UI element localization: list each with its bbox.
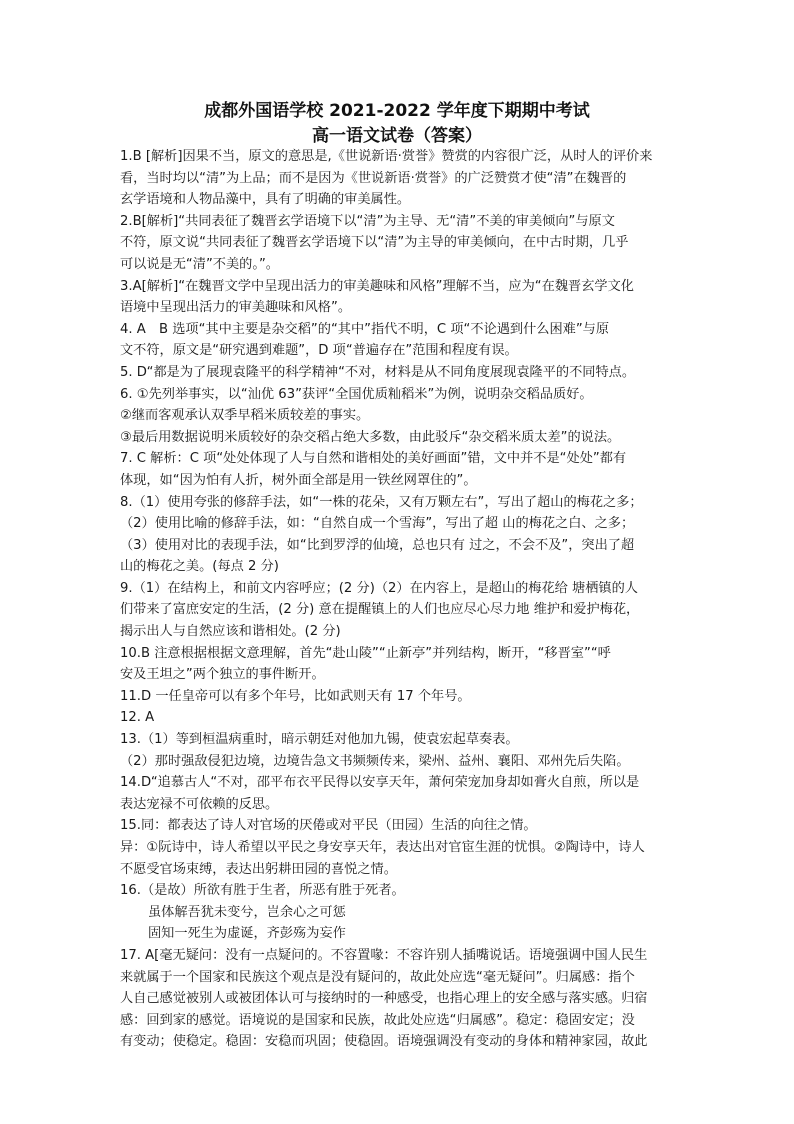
answer-body — [120, 146, 690, 1053]
text-line: 13.（1）等到桓温病重时，暗示朝廷对他加九锡，使袁宏起草奏表。 — [120, 732, 519, 748]
text-line: 表达宠禄不可依赖的反思。 — [120, 796, 279, 812]
text-line: 6. ①先列举事实，以“汕优 63”获评“全国优质籼稻米”为例，说明杂交稻品质好。 — [120, 386, 593, 402]
text-line: 9.（1）在结构上，和前文内容呼应；(2 分)（2）在内容上，是超山的梅花给 塘栖镇的人 — [120, 580, 638, 596]
text-line: 不符，原文说“共同表征了魏晋玄学语境下以“清”为主导的审美倾向，在中古时期，几乎 — [120, 235, 629, 251]
text-line: 有变动；使稳定。稳固：安稳而巩固；使稳固。语境强调没有变动的身体和精神家园，故此 — [120, 1034, 648, 1050]
text-line: 1.B [解析]因果不当，原文的意思是,《世说新语·赏誉》赞赏的内容很广泛，从时人的评价来 — [120, 149, 653, 164]
exam-title: 成都外国语学校 2021-2022 学年度下期期中考试 — [204, 101, 590, 121]
text-line: 可以说是无“清”不美的。”。 — [120, 256, 279, 272]
text-line: 3.A[解析]“在魏晋文学中呈现出活力的审美趣味和风格”理解不当，应为“在魏晋玄学文化 — [120, 278, 634, 294]
text-line: 15.同：都表达了诗人对官场的厌倦或对平民（田园）生活的向往之情。 — [120, 818, 537, 834]
text-line: 揭示出人与自然应该和谐相处。(2 分) — [120, 624, 341, 640]
text-line: 5. D“都是为了展现袁隆平的科学精神“不对，材料是从不同角度展现袁隆平的不同特点。 — [120, 364, 636, 380]
text-line: 玄学语境和人物品藻中，具有了明确的审美属性。 — [120, 192, 411, 208]
text-line: 人自己感觉被别人或被团体认可与接纳时的一种感受，也指心理上的安全感与落实感。归宿 — [120, 991, 648, 1007]
text-line: 体现，如“因为怕有人折，树外面全部是用一铁丝网罩住的”。 — [120, 472, 477, 488]
text-line: 文不符，原文是“研究遇到难题”，D 项“普遍存在”范围和程度有误。 — [120, 343, 518, 359]
text-line: （3）使用对比的表现手法，如“比到罗浮的仙境，总也只有 过之，不会不及”，突出了超 — [120, 537, 635, 553]
text-line: 语境中呈现出活力的审美趣味和风格”。 — [120, 300, 352, 316]
text-line: 8.（1）使用夸张的修辞手法，如“一株的花朵，又有万颗左右”，写出了超山的梅花之多； — [120, 494, 643, 510]
text-line: 感：回到家的感觉。语境说的是国家和民族，故此处应选“归属感”。稳定：稳固安定；没 — [120, 1012, 635, 1028]
text-line: 17. A[毫无疑问：没有一点疑问的。不容置喙：不容许别人插嘴说话。语境强调中国人民生 — [120, 947, 648, 963]
poem-line: 固知一死生为虚诞，齐彭殇为妄作 — [148, 926, 346, 942]
text-line: 安及王坦之”两个独立的事件断开。 — [120, 667, 325, 683]
text-line: ③最后用数据说明米质较好的杂交稻占绝大多数，由此驳斥“杂交稻米质太差”的说法。 — [120, 429, 621, 445]
text-line: 来就属于一个国家和民族这个观点是没有疑问的，故此处应选“毫无疑问”。归属感：指个 — [120, 969, 635, 985]
text-line: 7. C 解析：C 项“处处体现了人与自然和谐相处的美好画面”错，文中并不是“处处”都有 — [120, 451, 627, 467]
exam-subtitle: 高一语文试卷（答案） — [312, 126, 482, 146]
text-line: 4. A B 选项“其中主要是杂交稻”的“其中”指代不明，C 项“不论遇到什么困难”与原 — [120, 321, 610, 337]
text-line: 12. A — [120, 710, 155, 726]
text-line: （2）那时强敌侵犯边境，边境告急文书频频传来，梁州、益州、襄阳、邓州先后失陷。 — [120, 753, 630, 769]
text-line: 看，当时均以“清”为上品；而不是因为《世说新语·赏誉》的广泛赞赏才使“清”在魏晋的 — [120, 170, 627, 186]
text-line: 们带来了富庶安定的生活，(2 分) 意在提醒镇上的人们也应尽心尽力地 维护和爱护梅花， — [120, 602, 640, 618]
text-line: 异：①阮诗中，诗人希望以平民之身安享天年，表达出对官宦生涯的忧惧。②陶诗中，诗人 — [120, 840, 645, 855]
text-line: 2.B[解析]“共同表征了魏晋玄学语境下以“清”为主导、无“清”不美的审美倾向”与原文 — [120, 213, 615, 229]
text-line: 14.D“追慕古人“不对，邵平布衣平民得以安享天年，萧何荣宠加身却如膏火自煎，所以是 — [120, 775, 640, 791]
text-line: 山的梅花之美。(每点 2 分) — [120, 559, 279, 575]
text-line: （2）使用比喻的修辞手法，如：“自然自成一个雪海”，写出了超 山的梅花之白、之多； — [120, 516, 635, 532]
text-line: 11.D 一任皇帝可以有多个年号，比如武则天有 17 个年号。 — [120, 688, 471, 704]
text-line: 不愿受官场束缚，表达出躬耕田园的喜悦之情。 — [120, 861, 397, 877]
text-line: ②继而客观承认双季早稻米质较差的事实。 — [120, 408, 370, 424]
text-line: 10.B 注意根据根据文意理解，首先“赴山陵”“止新亭”并列结构，断开，“移晋室”“呼 — [120, 645, 611, 661]
text-line: 16.（是故）所欲有胜于生者，所恶有胜于死者。 — [120, 883, 405, 899]
poem-line: 虽体解吾犹未变兮，岂余心之可惩 — [148, 904, 346, 920]
